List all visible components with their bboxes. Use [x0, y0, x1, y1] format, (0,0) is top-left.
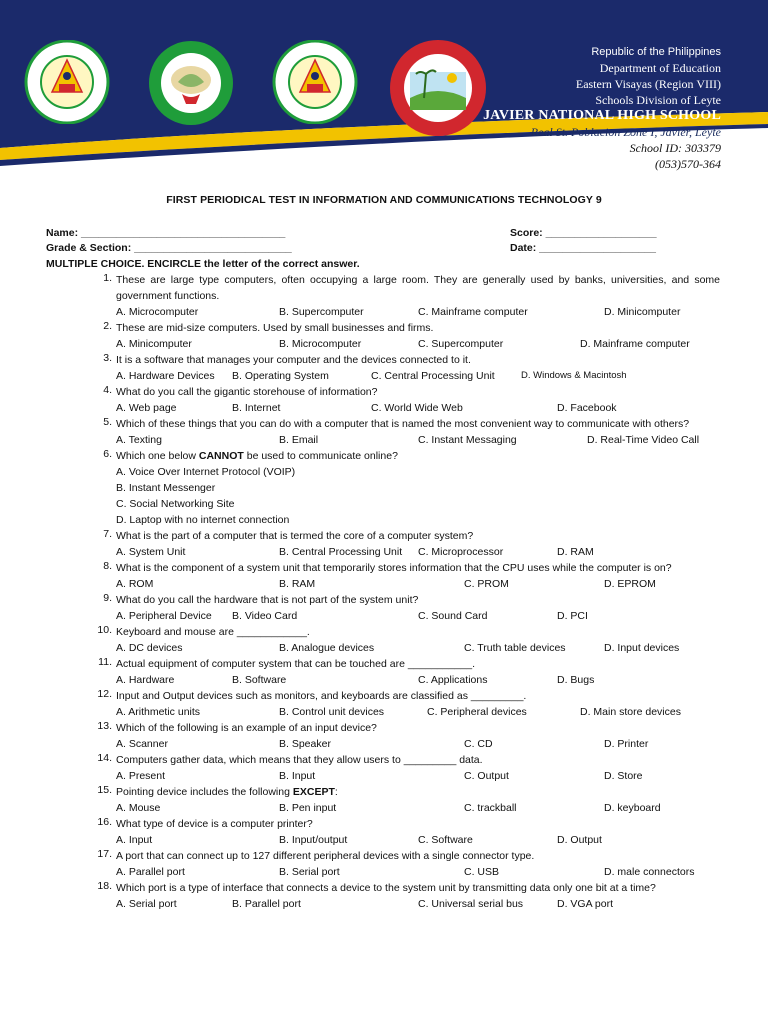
- question-item: [0, 416, 768, 448]
- answer-options: [0, 672, 768, 688]
- test-title: FIRST PERIODICAL TEST IN INFORMATION AND COMMUNICATIONS TECHNOLOGY 9: [166, 194, 602, 206]
- question-number: 17.: [97, 848, 112, 860]
- option-c[interactable]: C. Sound Card: [418, 610, 488, 622]
- question-text: Input and Output devices such as monitors, and keyboards are classified as _________.: [116, 690, 527, 702]
- option-d[interactable]: D. Printer: [604, 738, 649, 750]
- option-a[interactable]: A. Microcomputer: [116, 306, 199, 318]
- option-a[interactable]: A. Input: [116, 834, 153, 846]
- option-a[interactable]: A. Serial port: [116, 898, 177, 910]
- answer-options: [0, 368, 768, 384]
- option-c[interactable]: C. Social Networking Site: [116, 498, 235, 510]
- letterhead: [0, 0, 768, 180]
- question-emphasis: EXCEPT: [292, 786, 335, 798]
- option-a[interactable]: A. Web page: [116, 402, 177, 414]
- question-item: [0, 272, 768, 320]
- answer-options: [116, 464, 768, 528]
- answer-options: [0, 640, 768, 656]
- question-text: Keyboard and mouse are ____________.: [116, 626, 310, 638]
- option-c[interactable]: C. Supercomputer: [418, 338, 504, 350]
- option-a[interactable]: A. Hardware: [116, 674, 175, 686]
- answer-options: [0, 800, 768, 816]
- option-c[interactable]: C. CD: [464, 738, 493, 750]
- question-item: [0, 688, 768, 720]
- header-address-block: [483, 44, 721, 172]
- answer-options: [0, 608, 768, 624]
- option-c[interactable]: C. Applications: [418, 674, 488, 686]
- date-field: Date: ____________________: [510, 242, 656, 254]
- header-department: Department of Education: [599, 61, 721, 75]
- question-text: Which one below CANNOT be used to communicate online?: [116, 450, 398, 462]
- option-d[interactable]: D. PCI: [557, 610, 588, 622]
- answer-options: [0, 736, 768, 752]
- question-item: [0, 784, 768, 816]
- department-of-education-seal-icon: [132, 40, 250, 126]
- answer-options: [0, 896, 768, 912]
- grade-section-field: Grade & Section: ___________________________: [46, 242, 292, 254]
- question-item: [0, 528, 768, 560]
- schools-division-seal-icon: [10, 40, 124, 124]
- question-number: 3.: [103, 352, 112, 364]
- option-d[interactable]: D. Bugs: [557, 674, 595, 686]
- question-item: [0, 816, 768, 848]
- answer-options: [0, 432, 768, 448]
- option-a[interactable]: A. Parallel port: [116, 866, 185, 878]
- name-field: Name: ___________________________________: [46, 227, 286, 239]
- question-item: [0, 352, 768, 384]
- option-b[interactable]: B. Video Card: [232, 610, 298, 622]
- option-d[interactable]: D. Input devices: [604, 642, 680, 654]
- question-text: What type of device is a computer printer?: [116, 818, 313, 830]
- option-b[interactable]: B. Email: [279, 434, 319, 446]
- question-text: Computers gather data, which means that they allow users to _________ data.: [116, 754, 483, 766]
- question-item: [0, 720, 768, 752]
- answer-options: [0, 304, 768, 320]
- option-a[interactable]: A. ROM: [116, 578, 154, 590]
- question-item: [0, 560, 768, 592]
- option-d[interactable]: D. EPROM: [604, 578, 656, 590]
- question-number: 15.: [97, 784, 112, 796]
- option-d[interactable]: D. Output: [557, 834, 602, 846]
- header-republic: Republic of the Philippines: [591, 46, 721, 58]
- question-text: What is the part of a computer that is termed the core of a computer system?: [116, 530, 474, 542]
- score-field: Score: ___________________: [510, 227, 657, 239]
- option-c[interactable]: C. trackball: [464, 802, 517, 814]
- option-b[interactable]: B. Operating System: [232, 370, 329, 382]
- question-text: These are mid-size computers. Used by small businesses and firms.: [116, 322, 434, 334]
- option-a[interactable]: A. Scanner: [116, 738, 168, 750]
- answer-options: [0, 768, 768, 784]
- question-number: 5.: [103, 416, 112, 428]
- question-item: [0, 624, 768, 656]
- answer-options: [0, 400, 768, 416]
- option-d[interactable]: D. Facebook: [557, 402, 617, 414]
- question-text: Which of these things that you can do with a computer that is named the most convenient way to communicate with others?: [116, 418, 690, 430]
- question-text: Actual equipment of computer system that can be touched are ___________.: [116, 658, 475, 670]
- question-item: [0, 320, 768, 352]
- header-region: Eastern Visayas (Region VIII): [575, 77, 721, 91]
- option-c[interactable]: C. Output: [464, 770, 509, 782]
- question-number: 14.: [97, 752, 112, 764]
- header-school-name: JAVIER NATIONAL HIGH SCHOOL: [483, 108, 721, 123]
- question-item: [0, 848, 768, 880]
- question-number: 10.: [97, 624, 112, 636]
- option-b[interactable]: B. RAM: [279, 578, 316, 590]
- option-b[interactable]: B. Central Processing Unit: [279, 546, 403, 558]
- question-item: [0, 880, 768, 912]
- question-text: What is the component of a system unit that temporarily stores information that the CPU uses while the computer is on?: [116, 562, 672, 574]
- option-b[interactable]: B. Microcomputer: [279, 338, 362, 350]
- option-b[interactable]: B. Supercomputer: [279, 306, 364, 318]
- question-number: 6.: [103, 448, 112, 460]
- question-number: 4.: [103, 384, 112, 396]
- question-number: 13.: [97, 720, 112, 732]
- option-b[interactable]: B. Analogue devices: [279, 642, 375, 654]
- option-b[interactable]: B. Input/output: [279, 834, 348, 846]
- question-text: Which port is a type of interface that connects a device to the system unit by transmitting data only one bit at a time?: [116, 882, 656, 894]
- schools-division-seal-2-icon: [258, 40, 372, 124]
- option-d[interactable]: D. Real-Time Video Call: [587, 434, 700, 446]
- instructions: MULTIPLE CHOICE. ENCIRCLE the letter of the correct answer.: [46, 258, 360, 270]
- question-number: 2.: [103, 320, 112, 332]
- question-number: 12.: [97, 688, 112, 700]
- question-text: What do you call the gigantic storehouse of information?: [116, 386, 378, 398]
- option-b[interactable]: B. Internet: [232, 402, 281, 414]
- header-address: Real St. Poblacion Zone I, Javier, Leyte: [530, 125, 721, 139]
- option-a[interactable]: A. Peripheral Device: [116, 610, 212, 622]
- option-c[interactable]: C. Mainframe computer: [418, 306, 528, 318]
- option-b[interactable]: B. Input: [279, 770, 316, 782]
- answer-options: [0, 544, 768, 560]
- option-c[interactable]: C. World Wide Web: [371, 402, 463, 414]
- option-b[interactable]: B. Instant Messenger: [116, 482, 216, 494]
- option-b[interactable]: B. Parallel port: [232, 898, 301, 910]
- question-number: 1.: [103, 272, 112, 284]
- question-number: 7.: [103, 528, 112, 540]
- question-text: A port that can connect up to 127 different peripheral devices with a single connector type.: [116, 850, 535, 862]
- option-d[interactable]: D. Store: [604, 770, 643, 782]
- question-item: [0, 752, 768, 784]
- question-text: Which of the following is an example of an input device?: [116, 722, 377, 734]
- option-a[interactable]: A. Mouse: [116, 802, 161, 814]
- question-number: 16.: [97, 816, 112, 828]
- question-text: These are large type computers, often occupying a large room. They are generally used by banks, universities, and some government functions.: [116, 274, 720, 302]
- question-item: [0, 384, 768, 416]
- option-d[interactable]: D. keyboard: [604, 802, 661, 814]
- option-a[interactable]: A. System Unit: [116, 546, 186, 558]
- answer-options: [0, 864, 768, 880]
- question-number: 18.: [97, 880, 112, 892]
- option-d[interactable]: D. RAM: [557, 546, 594, 558]
- option-c[interactable]: C. PROM: [464, 578, 509, 590]
- option-b[interactable]: B. Software: [232, 674, 287, 686]
- option-d[interactable]: D. male connectors: [604, 866, 695, 878]
- option-a[interactable]: A. Texting: [116, 434, 162, 446]
- question-item: [0, 656, 768, 688]
- option-a[interactable]: A. Minicomputer: [116, 338, 192, 350]
- option-c[interactable]: C. Universal serial bus: [418, 898, 524, 910]
- option-d[interactable]: D. Main store devices: [580, 706, 681, 718]
- option-c[interactable]: C. Microprocessor: [418, 546, 504, 558]
- option-a[interactable]: A. Hardware Devices: [116, 370, 215, 382]
- question-number: 11.: [98, 656, 112, 668]
- option-b[interactable]: B. Serial port: [279, 866, 340, 878]
- question-number: 8.: [103, 560, 112, 572]
- answer-options: [0, 832, 768, 848]
- header-phone: (053)570-364: [655, 157, 721, 171]
- option-d[interactable]: D. VGA port: [557, 898, 614, 910]
- option-b[interactable]: B. Speaker: [279, 738, 331, 750]
- answer-options: [0, 704, 768, 720]
- option-d[interactable]: D. Laptop with no internet connection: [116, 514, 290, 526]
- option-c[interactable]: C. Peripheral devices: [427, 706, 527, 718]
- javier-nhs-seal-icon: [380, 38, 496, 138]
- question-item: [0, 592, 768, 624]
- question-text: It is a software that manages your computer and the devices connected to it.: [116, 354, 471, 366]
- question-list: [0, 272, 768, 912]
- option-c[interactable]: C. Truth table devices: [464, 642, 566, 654]
- option-d[interactable]: D. Minicomputer: [604, 306, 681, 318]
- answer-options: [0, 336, 768, 352]
- option-a[interactable]: A. Voice Over Internet Protocol (VOIP): [116, 466, 296, 478]
- question-emphasis: CANNOT: [198, 450, 244, 462]
- question-number: 9.: [103, 592, 112, 604]
- header-division: Schools Division of Leyte: [595, 93, 721, 107]
- question-text: What do you call the hardware that is not part of the system unit?: [116, 594, 419, 606]
- answer-options: [0, 576, 768, 592]
- option-c[interactable]: C. USB: [464, 866, 500, 878]
- option-a[interactable]: A. Arithmetic units: [116, 706, 201, 718]
- option-b[interactable]: B. Control unit devices: [279, 706, 385, 718]
- option-a[interactable]: A. DC devices: [116, 642, 183, 654]
- question-text: Pointing device includes the following EXCEPT:: [116, 786, 338, 798]
- option-b[interactable]: B. Pen input: [279, 802, 337, 814]
- option-c[interactable]: C. Software: [418, 834, 473, 846]
- option-a[interactable]: A. Present: [116, 770, 166, 782]
- option-c[interactable]: C. Instant Messaging: [418, 434, 517, 446]
- option-d[interactable]: D. Windows & Macintosh: [521, 370, 627, 381]
- header-school-id: School ID: 303379: [629, 141, 721, 155]
- option-d[interactable]: D. Mainframe computer: [580, 338, 690, 350]
- question-item: [0, 448, 768, 528]
- option-c[interactable]: C. Central Processing Unit: [371, 370, 495, 382]
